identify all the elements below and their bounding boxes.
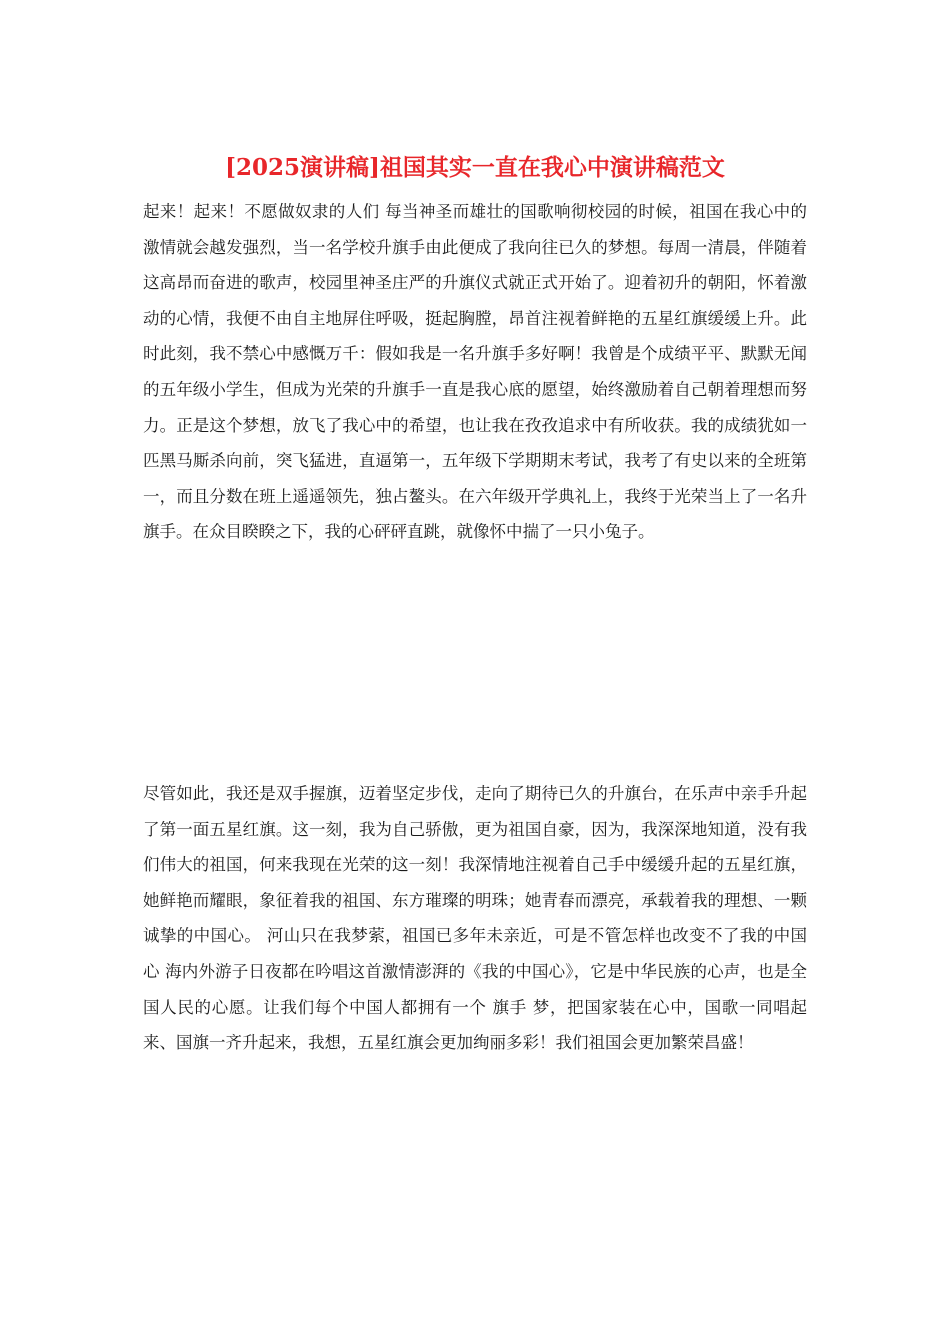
body-paragraph-2: 尽管如此，我还是双手握旗，迈着坚定步伐，走向了期待已久的升旗台，在乐声中亲手升起了第一面五星红旗。这一刻，我为自己骄傲，更为祖国自豪，因为，我深深地知道，没有我们伟大的祖国，何来我现在光荣的这一刻！我深情地注视着自己手中缓缓升起的五星红旗，她鲜艳而耀眼，象征着我的祖国、东方璀璨的明珠；她青春而漂亮，承载着我的理想、一颗诚挚的中国心。 河山只在我梦萦，祖国已多年未亲近，可是不管怎样也改变不了我的中国心 海内外游子日夜都在吟唱这首激情澎湃的《我的中国心》，它是中华民族的心声，也是全国人民的心愿。让我们每个中国人都拥有一个 旗手 梦，把国家装在心中，国歌一同唱起来、国旗一齐升起来，我想，五星红旗会更加绚丽多彩！我们祖国会更加繁荣昌盛！	[143, 784, 807, 1053]
document-title: [2025演讲稿]祖国其实一直在我心中演讲稿范文	[225, 154, 725, 181]
body-paragraph-1: 起来！起来！不愿做奴隶的人们 每当神圣而雄壮的国歌响彻校园的时候，祖国在我心中的激情就会越发强烈，当一名学校升旗手由此便成了我向往已久的梦想。每周一清晨，伴随着这高昂而奋进的歌声，校园里神圣庄严的升旗仪式就正式开始了。迎着初升的朝阳，怀着激动的心情，我便不由自主地屏住呼吸，挺起胸膛，昂首注视着鲜艳的五星红旗缓缓上升。此时此刻，我不禁心中感慨万千：假如我是一名升旗手多好啊！我曾是个成绩平平、默默无闻的五年级小学生，但成为光荣的升旗手一直是我心底的愿望，始终激励着自己朝着理想而努力。正是这个梦想，放飞了我心中的希望，也让我在孜孜追求中有所收获。我的成绩犹如一匹黑马厮杀向前，突飞猛进，直逼第一，五年级下学期期末考试，我考了有史以来的全班第一，而且分数在班上遥遥领先，独占鳌头。在六年级开学典礼上，我终于光荣当上了一名升旗手。在众目睽睽之下，我的心砰砰直跳，就像怀中揣了一只小兔子。	[143, 202, 807, 542]
